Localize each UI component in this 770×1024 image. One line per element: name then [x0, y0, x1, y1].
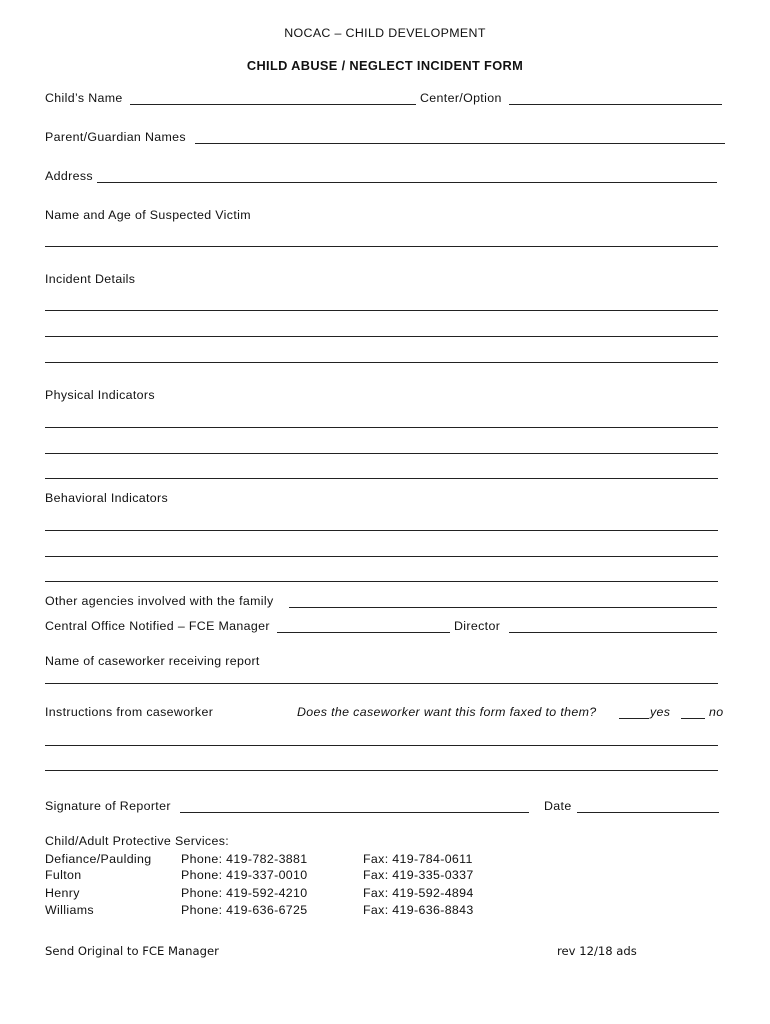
- county-phone: Phone: 419-337-0010: [181, 868, 308, 882]
- physical-indicators-label: Physical Indicators: [45, 388, 155, 402]
- center-option-label: Center/Option: [420, 91, 502, 105]
- physical-indicators-line[interactable]: [45, 427, 718, 428]
- signature-label: Signature of Reporter: [45, 799, 171, 813]
- address-label: Address: [45, 169, 93, 183]
- incident-details-line[interactable]: [45, 310, 718, 311]
- county-name: Fulton: [45, 868, 82, 882]
- signature-field[interactable]: [180, 812, 529, 813]
- center-option-field[interactable]: [509, 104, 722, 105]
- county-phone: Phone: 419-636-6725: [181, 903, 308, 917]
- physical-indicators-line[interactable]: [45, 453, 718, 454]
- incident-details-line[interactable]: [45, 362, 718, 363]
- victim-label: Name and Age of Suspected Victim: [45, 208, 251, 222]
- central-office-field[interactable]: [277, 632, 450, 633]
- caseworker-name-label: Name of caseworker receiving report: [45, 654, 260, 668]
- county-fax: Fax: 419-592-4894: [363, 886, 474, 900]
- director-field[interactable]: [509, 632, 717, 633]
- county-name: Henry: [45, 886, 80, 900]
- county-name: Williams: [45, 903, 94, 917]
- fax-no-label: no: [709, 705, 724, 719]
- physical-indicators-line[interactable]: [45, 478, 718, 479]
- central-office-label: Central Office Notified – FCE Manager: [45, 619, 270, 633]
- incident-details-line[interactable]: [45, 336, 718, 337]
- fax-question: Does the caseworker want this form faxed to them?: [297, 705, 597, 719]
- childs-name-label: Child’s Name: [45, 91, 123, 105]
- county-phone: Phone: 419-592-4210: [181, 886, 308, 900]
- date-field[interactable]: [577, 812, 719, 813]
- county-phone: Phone: 419-782-3881: [181, 852, 308, 866]
- county-fax: Fax: 419-784-0611: [363, 852, 473, 866]
- behavioral-indicators-label: Behavioral Indicators: [45, 491, 169, 505]
- county-fax: Fax: 419-636-8843: [363, 903, 474, 917]
- instructions-label: Instructions from caseworker: [45, 705, 214, 719]
- fax-no-blank[interactable]: [681, 718, 705, 719]
- instructions-line[interactable]: [45, 745, 718, 746]
- revision-note: rev 12/18 ads: [557, 944, 637, 958]
- county-fax: Fax: 419-335-0337: [363, 868, 474, 882]
- date-label: Date: [544, 799, 572, 813]
- services-heading: Child/Adult Protective Services:: [45, 834, 230, 848]
- caseworker-name-field[interactable]: [45, 683, 718, 684]
- behavioral-indicators-line[interactable]: [45, 556, 718, 557]
- other-agencies-label: Other agencies involved with the family: [45, 594, 274, 608]
- behavioral-indicators-line[interactable]: [45, 581, 718, 582]
- county-name: Defiance/Paulding: [45, 852, 152, 866]
- fax-yes-blank[interactable]: [619, 718, 649, 719]
- behavioral-indicators-line[interactable]: [45, 530, 718, 531]
- address-field[interactable]: [97, 182, 717, 183]
- fax-yes-label: yes: [650, 705, 671, 719]
- victim-field[interactable]: [45, 246, 718, 247]
- incident-details-label: Incident Details: [45, 272, 136, 286]
- director-label: Director: [454, 619, 501, 633]
- childs-name-field[interactable]: [130, 104, 416, 105]
- instructions-line[interactable]: [45, 770, 718, 771]
- send-original-note: Send Original to FCE Manager: [45, 944, 219, 958]
- other-agencies-field[interactable]: [289, 607, 717, 608]
- organization-heading: NOCAC – CHILD DEVELOPMENT: [284, 26, 486, 40]
- parent-guardian-field[interactable]: [195, 143, 725, 144]
- form-title: CHILD ABUSE / NEGLECT INCIDENT FORM: [246, 58, 524, 73]
- parent-guardian-label: Parent/Guardian Names: [45, 130, 186, 144]
